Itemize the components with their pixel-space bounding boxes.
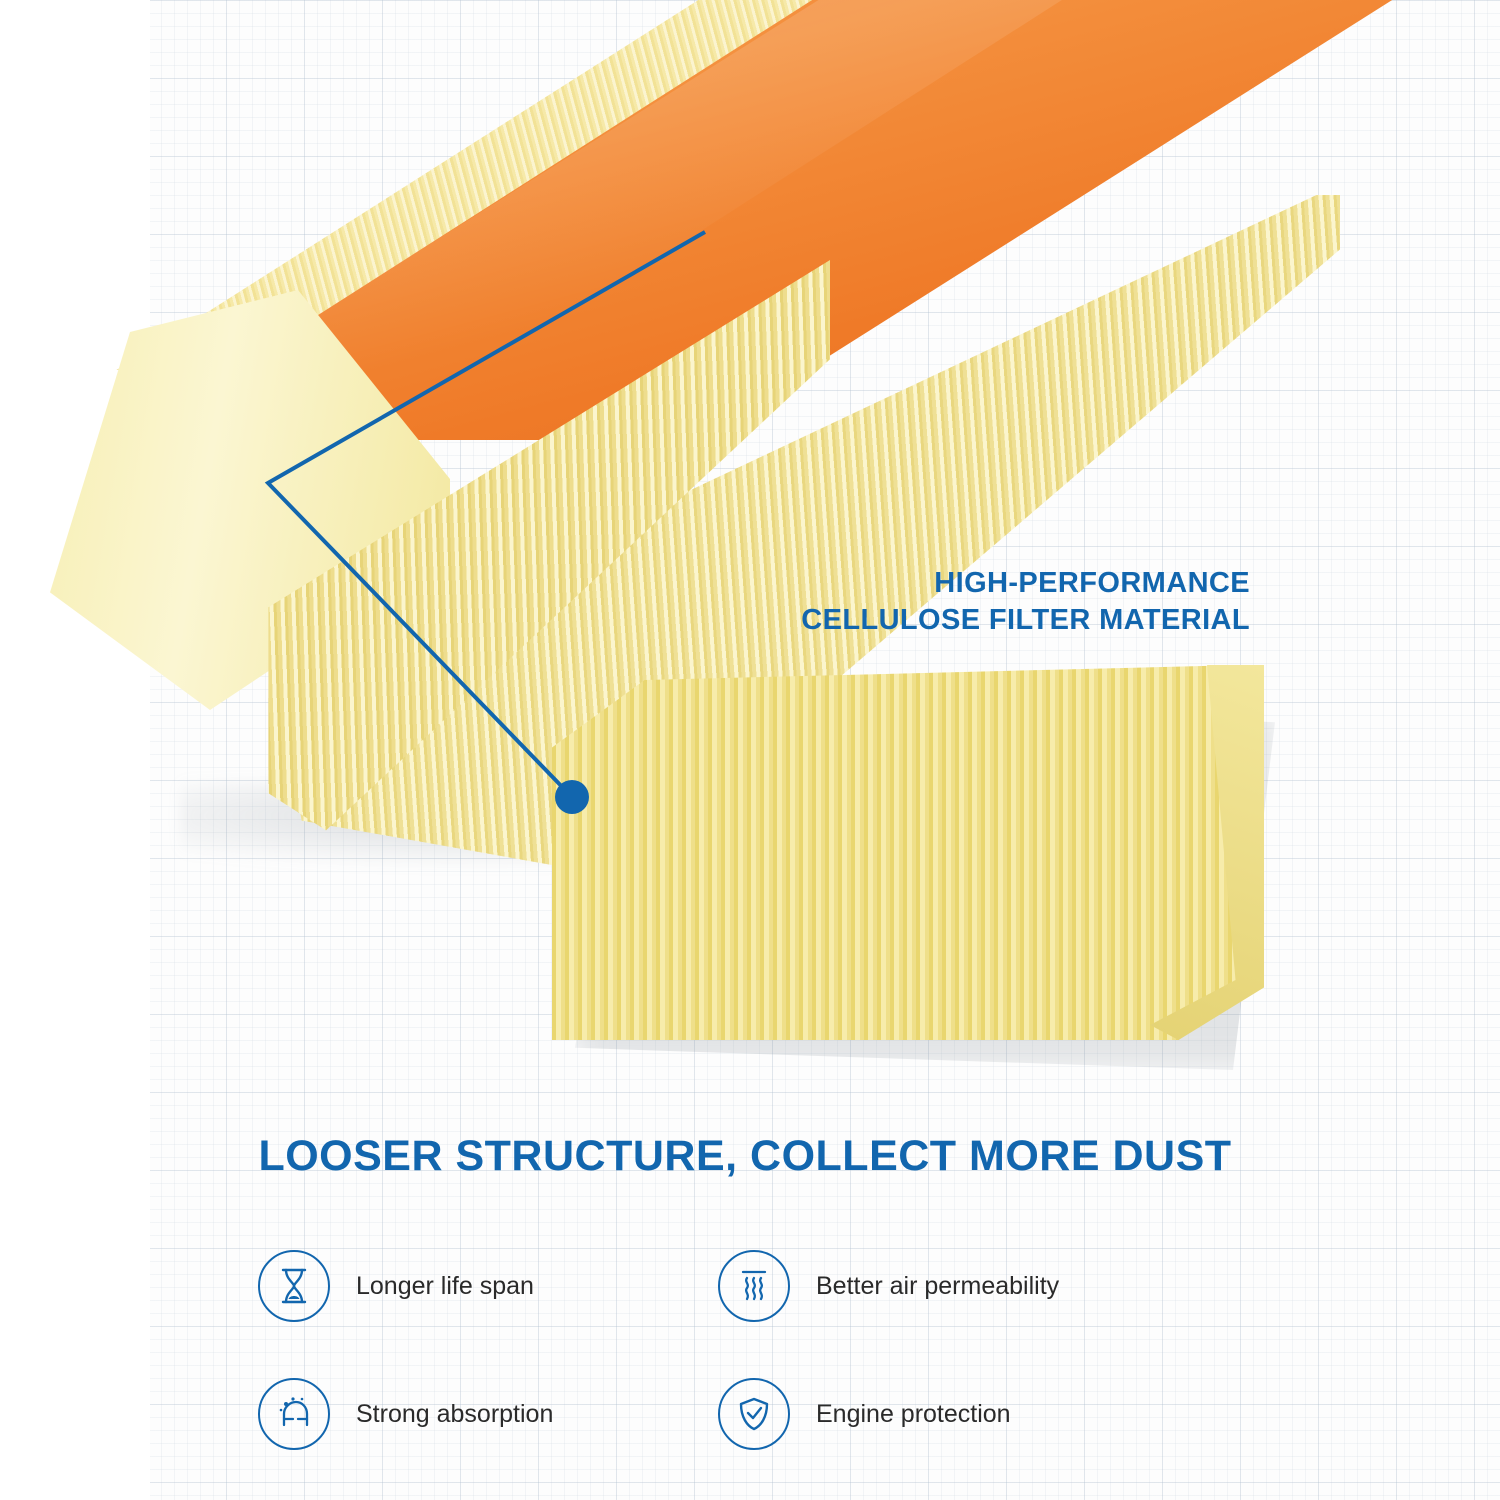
feature-label: Better air permeability [816,1271,1060,1300]
feature-item-longer-life-span [258,1222,708,1350]
magnet-absorption-icon [258,1378,330,1450]
shield-check-icon [718,1378,790,1450]
feature-label: Engine protection [816,1399,1011,1428]
callout-line-1: HIGH-PERFORMANCE [934,567,1250,599]
feature-item-better-air-permeability [718,1222,1168,1350]
feature-item-strong-absorption [258,1350,708,1478]
airflow-waves-icon [718,1250,790,1322]
feature-label: Longer life span [356,1271,534,1300]
feature-list [258,1222,1258,1478]
callout-line-2: CELLULOSE FILTER MATERIAL [801,604,1250,637]
page-title: LOOSER STRUCTURE, COLLECT MORE DUST [258,1132,1232,1180]
hourglass-icon [258,1250,330,1322]
cellulose-filter-material-swatch [552,665,1264,1040]
feature-item-engine-protection [718,1350,1168,1478]
feature-label: Strong absorption [356,1399,554,1428]
callout-text [728,565,1250,639]
